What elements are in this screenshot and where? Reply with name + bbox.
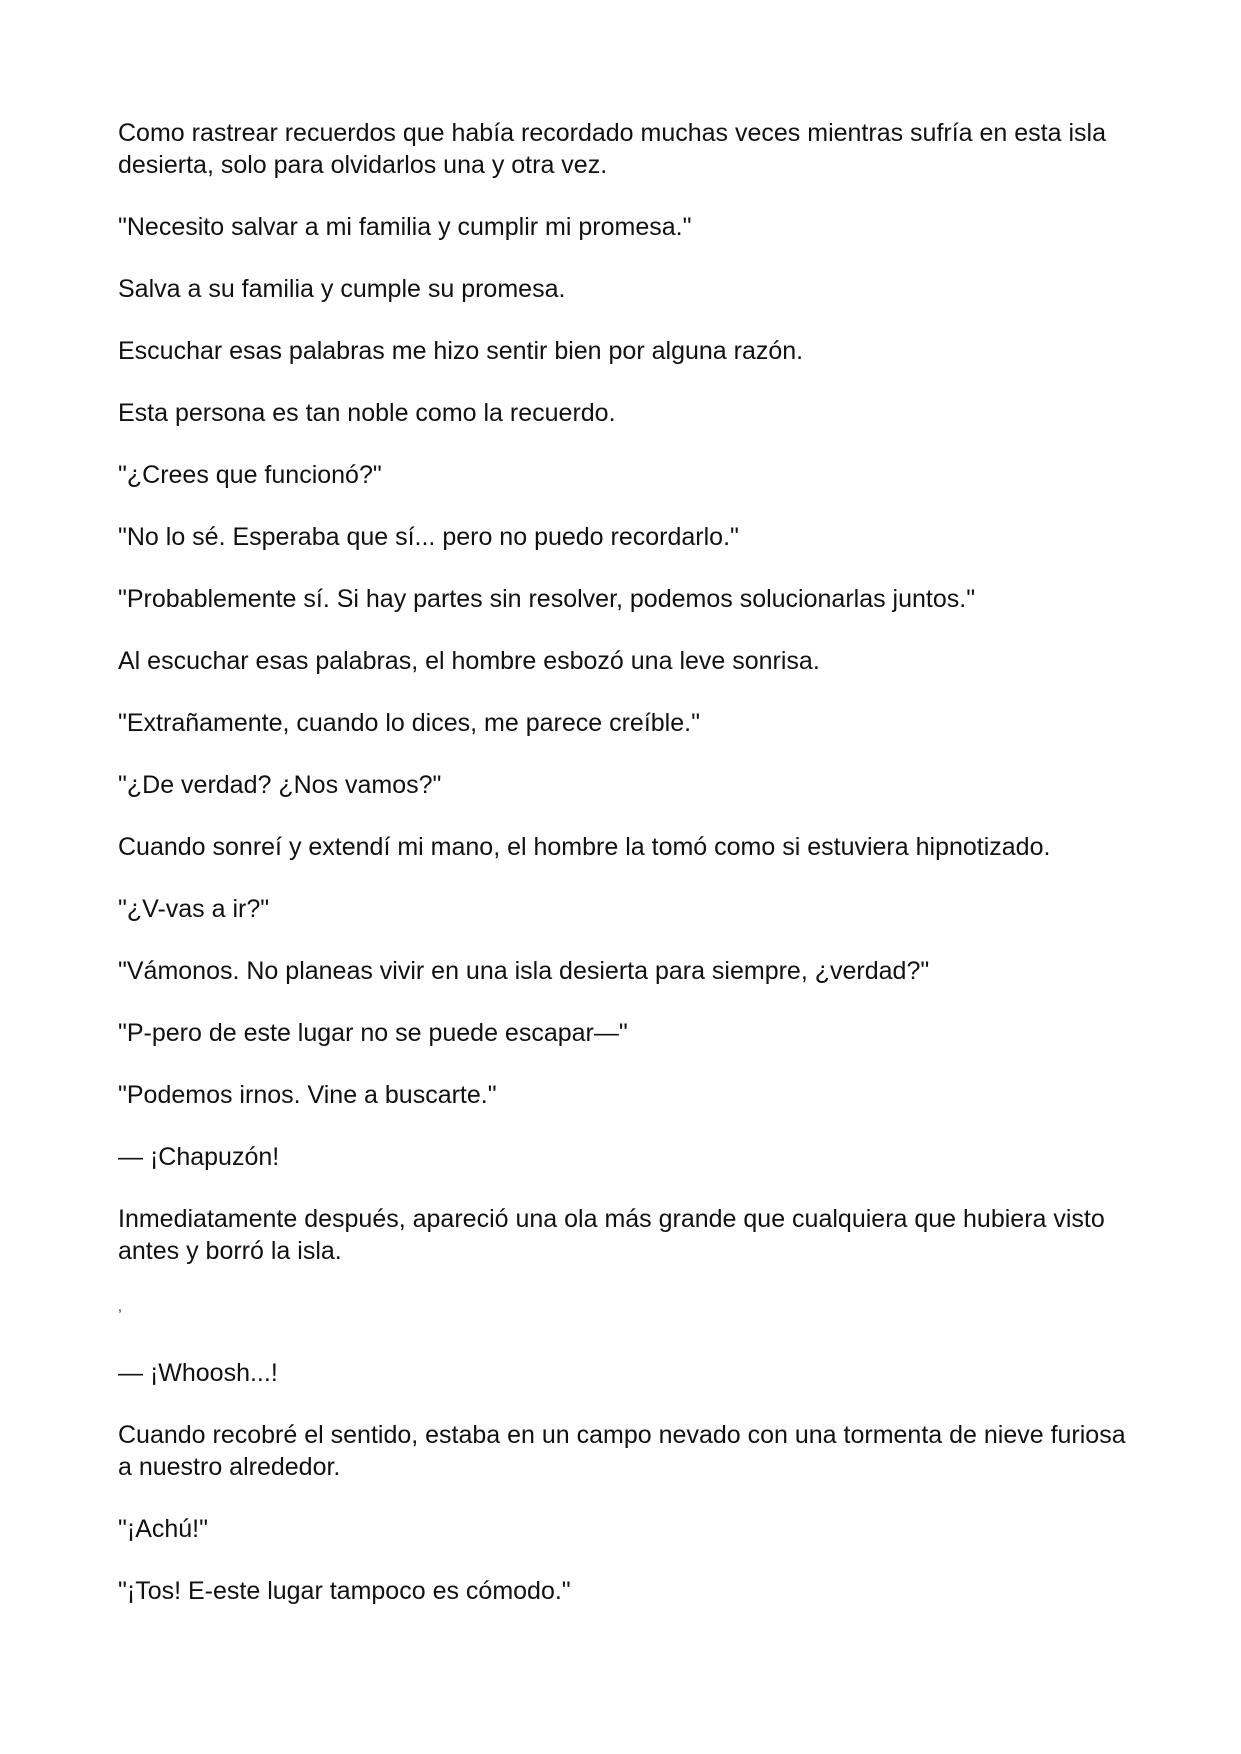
paragraph: "¡Tos! E-este lugar tampoco es cómodo.": [118, 1577, 571, 1605]
paragraph: "Necesito salvar a mi familia y cumplir mi promesa.": [118, 213, 692, 241]
paragraph: "Vámonos. No planeas vivir en una isla desierta para siempre, ¿verdad?": [118, 957, 930, 985]
paragraph: Cuando recobré el sentido, estaba en un campo nevado con una tormenta de nieve furiosa a nuestro alrededor.: [118, 1421, 1126, 1481]
paragraph: Salva a su familia y cumple su promesa.: [118, 275, 566, 303]
paragraph: "Extrañamente, cuando lo dices, me parece creíble.": [118, 709, 700, 737]
paragraph: — ¡Chapuzón!: [118, 1143, 280, 1171]
paragraph: Escuchar esas palabras me hizo sentir bien por alguna razón.: [118, 337, 804, 365]
document-body: [118, 117, 1128, 1637]
paragraph: "¿V-vas a ir?": [118, 895, 270, 923]
paragraph: "Podemos irnos. Vine a buscarte.": [118, 1081, 497, 1109]
stray-mark: ,: [118, 1298, 122, 1314]
paragraph: "Probablemente sí. Si hay partes sin resolver, podemos solucionarlas juntos.": [118, 585, 976, 613]
paragraph: Como rastrear recuerdos que había recordado muchas veces mientras sufría en esta isla desierta, solo para olvidarlos una y otra vez.: [118, 119, 1106, 179]
paragraph: Cuando sonreí y extendí mi mano, el hombre la tomó como si estuviera hipnotizado.: [118, 833, 1051, 861]
paragraph: "¿De verdad? ¿Nos vamos?": [118, 771, 442, 799]
paragraph: Esta persona es tan noble como la recuerdo.: [118, 399, 616, 427]
paragraph: Al escuchar esas palabras, el hombre esbozó una leve sonrisa.: [118, 647, 820, 675]
paragraph: "¿Crees que funcionó?": [118, 461, 382, 489]
paragraph: "¡Achú!": [118, 1515, 209, 1543]
paragraph: "No lo sé. Esperaba que sí... pero no puedo recordarlo.": [118, 523, 739, 551]
paragraph: Inmediatamente después, apareció una ola más grande que cualquiera que hubiera visto antes y borró la isla.: [118, 1205, 1105, 1265]
paragraph: — ¡Whoosh...!: [118, 1359, 278, 1387]
paragraph: "P-pero de este lugar no se puede escapar—": [118, 1019, 628, 1047]
